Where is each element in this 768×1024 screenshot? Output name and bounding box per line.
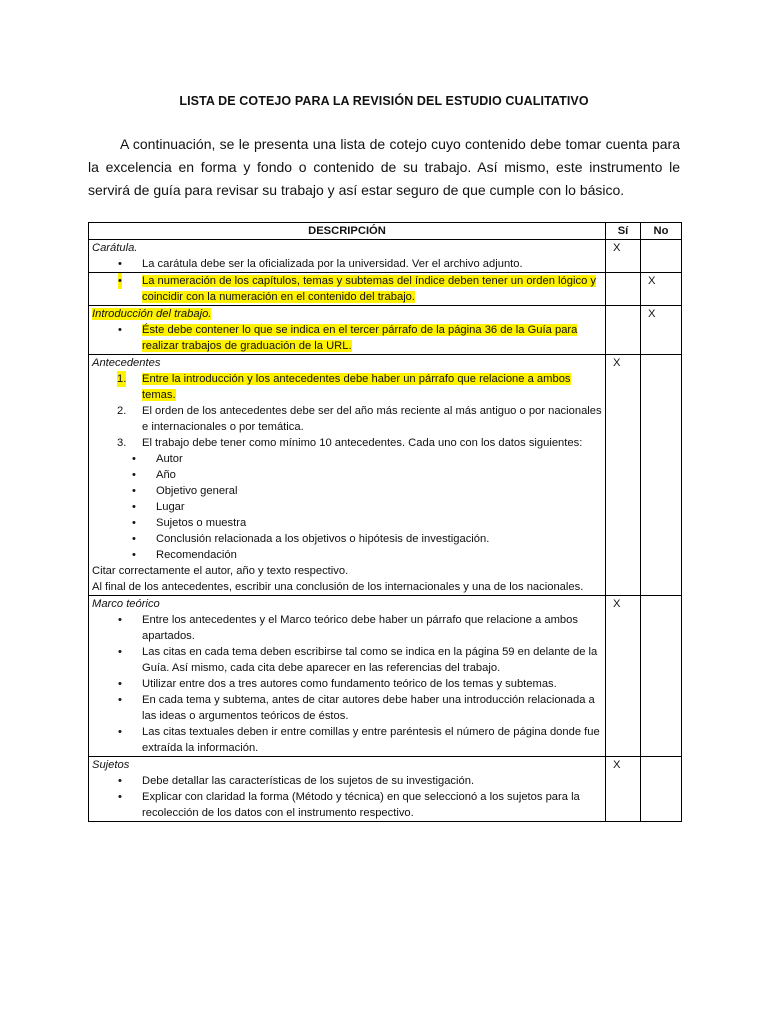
section-title-caratula: Carátula.	[92, 242, 138, 254]
antecedentes-sublist	[92, 451, 602, 563]
list-item-text: La numeración de los capítulos, temas y subtemas del índice deben tener un orden lógico y coincidir con la numeración en el contenido del trabajo.	[142, 275, 596, 303]
list-item	[92, 644, 602, 676]
header-si: Sí	[606, 223, 641, 240]
bullet-icon: •	[132, 469, 136, 481]
bullet-icon: •	[132, 549, 136, 561]
bullet-icon: •	[132, 501, 136, 513]
marco-si-mark: X	[606, 596, 641, 757]
list-item	[92, 531, 602, 547]
marco-no-mark	[641, 596, 682, 757]
table-row	[89, 757, 682, 822]
list-item-text: Utilizar entre dos a tres autores como fundamento teórico de los temas y subtemas.	[142, 678, 557, 690]
list-item	[92, 547, 602, 563]
list-item	[92, 692, 602, 724]
introduccion-cell	[89, 306, 606, 355]
list-item-text: Lugar	[156, 501, 185, 513]
introduccion-list	[92, 322, 602, 354]
list-item-text: Conclusión relacionada a los objetivos o hipótesis de investigación.	[156, 533, 490, 545]
introduccion-si-mark	[606, 306, 641, 355]
table-row	[89, 355, 682, 596]
header-no: No	[641, 223, 682, 240]
antecedentes-note-1: Citar correctamente el autor, año y texto respectivo.	[92, 565, 349, 577]
marco-cell	[89, 596, 606, 757]
list-item	[92, 724, 602, 756]
numeracion-si-mark	[606, 273, 641, 306]
sujetos-si-mark: X	[606, 757, 641, 822]
bullet-icon: •	[118, 726, 122, 738]
list-number: 1.	[117, 373, 127, 385]
table-row	[89, 273, 682, 306]
list-item-text: Las citas en cada tema deben escribirse tal como se indica en la página 59 en delante de la Guía. Así mismo, cada cita debe aparecer en las referencias del trabajo.	[142, 646, 598, 674]
list-number: 3.	[117, 437, 127, 449]
bullet-icon: •	[132, 517, 136, 529]
marco-list	[92, 612, 602, 756]
list-item-text: Las citas textuales deben ir entre comillas y entre paréntesis el número de página donde fue extraída la información.	[142, 726, 600, 754]
list-item-text: Año	[156, 469, 176, 481]
caratula-list-2	[92, 273, 602, 305]
caratula-si-mark: X	[606, 240, 641, 273]
bullet-icon: •	[118, 646, 122, 658]
list-item	[92, 273, 602, 305]
caratula-list	[92, 256, 602, 272]
list-item	[92, 403, 602, 435]
list-item	[92, 483, 602, 499]
document-title: LISTA DE COTEJO PARA LA REVISIÓN DEL ESTUDIO CUALITATIVO	[179, 94, 589, 108]
list-item	[92, 612, 602, 644]
introduccion-no-mark: X	[641, 306, 682, 355]
caratula-numeracion-cell	[89, 273, 606, 306]
list-item	[92, 256, 602, 272]
list-item-text: Éste debe contener lo que se indica en el tercer párrafo de la página 36 de la Guía para realizar trabajos de graduación de la URL.	[142, 324, 578, 352]
list-item-text: En cada tema y subtema, antes de citar autores debe haber una introducción relacionada a las ideas o argumentos teóricos de éstos.	[142, 694, 595, 722]
table-row	[89, 596, 682, 757]
list-item-text: Entre los antecedentes y el Marco teórico debe haber un párrafo que relacione a ambos apartados.	[142, 614, 578, 642]
list-item	[92, 499, 602, 515]
caratula-cell	[89, 240, 606, 273]
antecedentes-note-2: Al final de los antecedentes, escribir una conclusión de los internacionales y una de los nacionales.	[92, 581, 584, 593]
list-item-text: Recomendación	[156, 549, 237, 561]
bullet-icon: •	[132, 485, 136, 497]
bullet-icon: •	[118, 614, 122, 626]
table-header-row	[89, 223, 682, 240]
sujetos-no-mark	[641, 757, 682, 822]
antecedentes-cell	[89, 355, 606, 596]
bullet-icon: •	[118, 694, 122, 706]
list-item-text: El trabajo debe tener como mínimo 10 antecedentes. Cada uno con los datos siguientes:	[142, 437, 583, 449]
checklist-table	[88, 222, 682, 822]
list-item-text: La carátula debe ser la oficializada por la universidad. Ver el archivo adjunto.	[142, 258, 523, 270]
bullet-icon: •	[132, 453, 136, 465]
list-item-text: Entre la introducción y los antecedentes debe haber un párrafo que relacione a ambos temas.	[142, 373, 571, 401]
section-title-marco: Marco teórico	[92, 598, 160, 610]
antecedentes-no-mark	[641, 355, 682, 596]
bullet-icon: •	[118, 791, 122, 803]
list-item	[92, 676, 602, 692]
list-item-text: Objetivo general	[156, 485, 238, 497]
list-item-text: Autor	[156, 453, 183, 465]
sujetos-cell	[89, 757, 606, 822]
section-title-sujetos: Sujetos	[92, 759, 130, 771]
bullet-icon: •	[118, 275, 122, 287]
sujetos-list	[92, 773, 602, 821]
list-number: 2.	[117, 405, 127, 417]
numeracion-no-mark: X	[641, 273, 682, 306]
bullet-icon: •	[118, 678, 122, 690]
bullet-icon: •	[132, 533, 136, 545]
list-item-text: El orden de los antecedentes debe ser del año más reciente al más antiguo o por nacionales e internacionales o por temática.	[142, 405, 602, 433]
table-row	[89, 240, 682, 273]
section-title-antecedentes: Antecedentes	[92, 357, 161, 369]
list-item	[92, 773, 602, 789]
antecedentes-si-mark: X	[606, 355, 641, 596]
bullet-icon: •	[118, 324, 122, 336]
list-item	[92, 789, 602, 821]
list-item-text: Debe detallar las características de los sujetos de su investigación.	[142, 775, 475, 787]
list-item-text: Sujetos o muestra	[156, 517, 247, 529]
intro-paragraph: A continuación, se le presenta una lista de cotejo cuyo contenido debe tomar cuenta para la excelencia en forma y fondo o contenido de su trabajo. Así mismo, este instrumento le servirá de guía para revisar su trabajo y así estar seguro de que cumple con lo básico.	[88, 136, 680, 198]
list-item	[92, 467, 602, 483]
bullet-icon: •	[118, 775, 122, 787]
list-item	[92, 435, 602, 451]
list-item	[92, 322, 602, 354]
header-description: DESCRIPCIÓN	[89, 223, 606, 240]
list-item-text: Explicar con claridad la forma (Método y técnica) en que seleccionó a los sujetos para la recolección de los datos con el instrumento respectivo.	[142, 791, 580, 819]
caratula-no-mark	[641, 240, 682, 273]
list-item	[92, 371, 602, 403]
antecedentes-list	[92, 371, 602, 451]
list-item	[92, 451, 602, 467]
section-title-introduccion: Introducción del trabajo.	[92, 308, 212, 320]
bullet-icon: •	[118, 258, 122, 270]
table-row	[89, 306, 682, 355]
list-item	[92, 515, 602, 531]
